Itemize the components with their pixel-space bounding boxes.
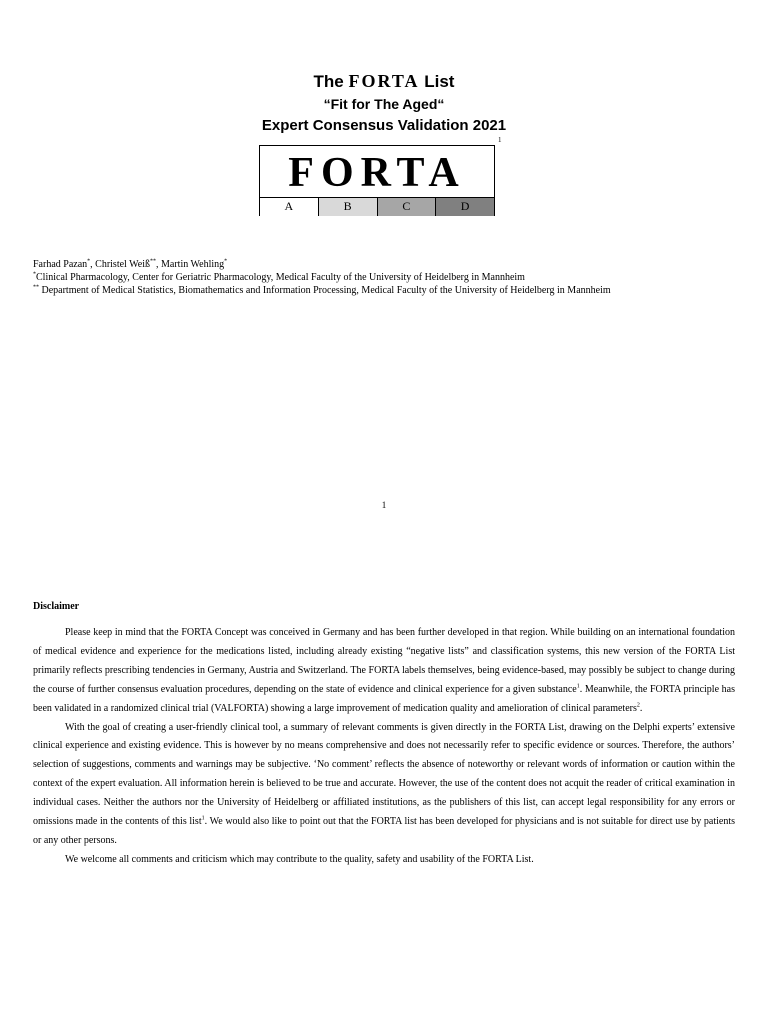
affiliation-1-text: Clinical Pharmacology, Center for Geriatric Pharmacology, Medical Faculty of the University of Heidelberg in Mannheim [36, 272, 525, 283]
affiliation-2-mark: ** [33, 284, 39, 291]
p2-text-a: With the goal of creating a user-friendly clinical tool, a summary of relevant comments is given directly in the FORTA List, drawing on the Delphi experts’ extensive clinical experience and existing evidence. This is however by no means comprehensive and does not necessarily refer to specific evidence or sources. Therefore, the authors’ selection of suggestions, comments and warnings may be subjective. ‘No comment’ reflects the absence of noteworthy or relevant words of information or caution within the context of the expert evaluation. All information herein is believed to be true and accurate. However, the use of the content does not acquit the reader of critical examination in individual cases. Neither the authors nor the University of Heidelberg or affiliated institutions, as the publishers of this list, can accept legal responsibility for any errors or omissions made in the contents of this list [33, 721, 735, 828]
document-title-block [0, 70, 768, 137]
disclaimer-paragraph-3: We welcome all comments and criticism which may contribute to the quality, safety and usability of the FORTA List. [65, 853, 534, 865]
author-2: Christel Weiß [95, 259, 150, 270]
document-title [0, 70, 768, 93]
disclaimer-paragraph-2 [33, 719, 735, 851]
forta-class-d: D [435, 198, 495, 216]
title-forta: FORTA [348, 71, 420, 91]
title-suffix: List [424, 72, 455, 91]
author-sep-1: , [90, 259, 96, 270]
forta-class-c: C [377, 198, 436, 216]
author-3: Martin Wehling [161, 259, 225, 270]
author-2-mark: ** [150, 258, 156, 265]
p1-text-c: . [639, 702, 643, 714]
author-block [33, 258, 611, 297]
p2-text-b: . We would also like to point out that the FORTA list has been developed for physicians and is not suitable for direct use by patients or any other persons. [33, 816, 735, 846]
author-sep-2: , [156, 259, 161, 270]
affiliation-1 [33, 271, 611, 284]
disclaimer-heading: Disclaimer [33, 601, 80, 612]
author-1-mark: * [87, 258, 91, 265]
author-1: Farhad Pazan [33, 259, 88, 270]
p1-text-a: Please keep in mind that the FORTA Concept was conceived in Germany and has been further developed in that region. While building on an international foundation of medical evidence and experience for the medications listed, including already existing “negative lists” and classification systems, this new version of the FORTA List primarily reflects prescribing tendencies in Germany, Austria and Switzerland. The FORTA labels themselves, being evidence-based, may possibly be subject to change during the course of further consensus evaluation procedures, depending on the state of evidence and clinical experience for a given substance [33, 627, 735, 695]
p2-ref: 1 [201, 815, 205, 822]
p1-ref-2: 2 [636, 702, 640, 709]
author-3-mark: * [224, 258, 228, 265]
forta-logo [259, 145, 495, 215]
author-line [33, 258, 611, 271]
p1-ref-1: 1 [576, 683, 580, 690]
affiliation-1-mark: * [33, 271, 36, 278]
p1-text-b: . Meanwhile, the FORTA principle has been validated in a randomized clinical trial (VALFORTA) showing a large improvement of medication quality and amelioration of clinical parameters [33, 683, 736, 714]
disclaimer-paragraph-1 [33, 624, 735, 719]
page-number: 1 [381, 500, 387, 510]
document-subtitle: “Fit for The Aged“ [323, 96, 445, 112]
forta-logo-classes [259, 197, 495, 216]
affiliation-2 [33, 284, 611, 297]
title-footnote-marker: 1 [498, 136, 502, 144]
forta-class-b: B [318, 198, 377, 216]
affiliation-2-text: Department of Medical Statistics, Biomathematics and Information Processing, Medical Faculty of the University of Heidelberg in Mannheim [39, 285, 611, 296]
validation-title: Expert Consensus Validation 2021 [261, 117, 507, 134]
disclaimer-body [33, 624, 735, 870]
forta-class-a: A [259, 198, 318, 216]
title-prefix: The [313, 72, 344, 91]
forta-logo-word: FORTA [288, 150, 466, 196]
